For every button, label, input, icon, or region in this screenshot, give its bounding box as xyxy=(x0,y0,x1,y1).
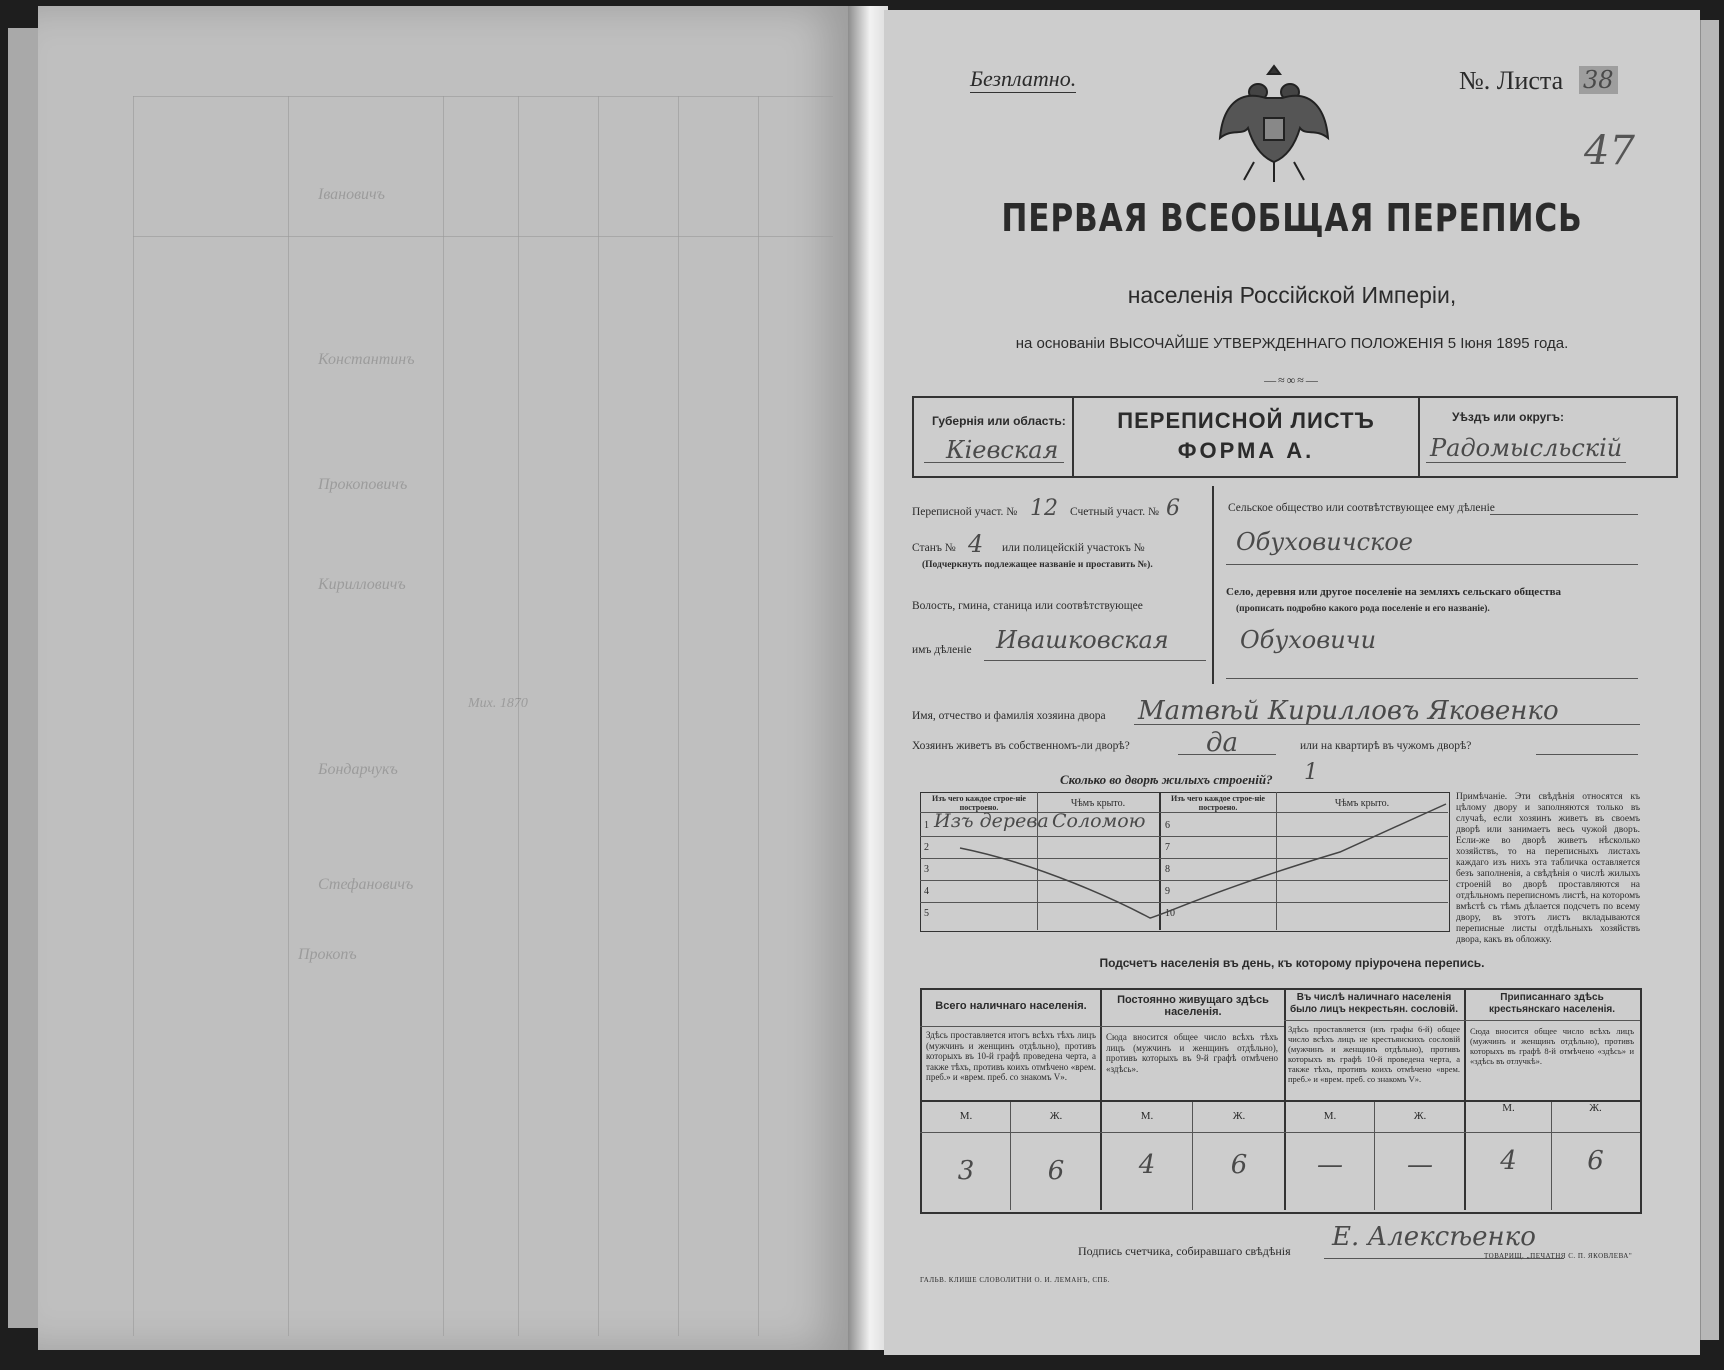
row-divider xyxy=(920,1026,1100,1027)
pop-col3-header: Въ числѣ наличнаго населенія было лицъ некрестьян. сословій. xyxy=(1289,992,1458,1015)
pop-col4-m-label: М. xyxy=(1502,1102,1515,1114)
pop-col4-m-value: 4 xyxy=(1500,1146,1517,1176)
building-1-material: Изъ дерева xyxy=(934,810,1049,832)
fill-line xyxy=(1490,514,1638,515)
fill-line xyxy=(1178,754,1276,755)
legal-basis: на основаніи ВЫСОЧАЙШЕ УТВЕРЖДЕННАГО ПОЛОЖЕНІЯ 5 Іюня 1895 года. xyxy=(1015,335,1569,352)
row-number: 9 xyxy=(1165,886,1170,897)
fill-line xyxy=(1536,754,1638,755)
strike-through-mark xyxy=(920,792,1448,930)
sheet-number-label: №. Листа xyxy=(1459,66,1564,95)
ghost-rule xyxy=(133,236,833,237)
village-label: Село, деревня или другое поселеніе на земляхъ сельскаго общества xyxy=(1226,586,1562,598)
police-note: (Подчеркнуть подлежащее названіе и проставить №). xyxy=(922,560,1153,570)
pop-col1-m-label: М. xyxy=(959,1110,973,1122)
fill-line xyxy=(1226,564,1638,565)
fill-line xyxy=(1134,724,1640,725)
buildings-value: 1 xyxy=(1304,760,1318,785)
buildings-col2-header: Чѣмъ крыто. xyxy=(1070,798,1126,809)
faint-entry: Прокоповичъ xyxy=(318,476,408,493)
pop-col3-m-label: М. xyxy=(1323,1110,1337,1122)
row-number: 2 xyxy=(924,842,929,853)
faint-entry: Стефановичъ xyxy=(318,876,414,893)
count-area-value: 6 xyxy=(1166,496,1180,521)
row-divider xyxy=(1464,1020,1640,1021)
form-title: ПЕРЕПИСНОЙ ЛИСТЪ xyxy=(1117,408,1375,433)
ghost-rule xyxy=(133,96,833,97)
owner-name-label: Имя, отчество и фамилія хозяина двора xyxy=(912,710,1106,722)
pop-col1-header: Всего наличнаго населенія. xyxy=(935,1000,1087,1012)
imperial-eagle-emblem xyxy=(1214,58,1334,188)
faint-entry: Прокопъ xyxy=(298,946,357,963)
fill-line xyxy=(1426,462,1626,463)
row-number: 7 xyxy=(1165,842,1170,853)
pop-col4-desc: Сюда вносится общее число всѣхъ лицъ (мужчинъ и женщинъ отдѣльно), противъ которыхъ въ графѣ 8-й отмѣчено «здѣсь» и «здѣсь въ отлучкѣ». xyxy=(1470,1026,1634,1066)
form-letter: ФОРМА А. xyxy=(1177,438,1315,463)
col-divider xyxy=(1010,1100,1011,1210)
ghost-rule xyxy=(288,96,289,1336)
pop-col2-desc: Сюда вносится общее число всѣхъ тѣхъ лицъ (мужчинъ и женщинъ отдѣльно), противъ которыхъ въ 9-й графѣ отмѣчено «здѣсь». xyxy=(1106,1032,1278,1074)
society-value: Обуховичское xyxy=(1236,528,1414,556)
divider xyxy=(1418,398,1420,476)
corner-page-number: 47 xyxy=(1584,128,1635,174)
col-divider xyxy=(1464,988,1466,1210)
census-form-page xyxy=(884,10,1700,1355)
right-page-edges xyxy=(1700,20,1719,1340)
faint-entry: Кирилловичъ xyxy=(318,576,406,593)
row-divider xyxy=(1100,1026,1284,1027)
village-value: Обуховичи xyxy=(1240,626,1377,654)
pop-col4-f-value: 6 xyxy=(1587,1146,1604,1176)
row-number: 6 xyxy=(1165,820,1170,831)
ghost-rule xyxy=(443,96,444,1336)
left-page xyxy=(38,6,856,1350)
pop-col1-f-label: Ж. xyxy=(1049,1110,1063,1122)
book-gutter xyxy=(848,6,888,1350)
buildings-col1-header: Изъ чего каждое строе-ніе построено. xyxy=(932,794,1026,812)
pop-col4-f-label: Ж. xyxy=(1589,1102,1602,1114)
volost-value: Ивашковская xyxy=(996,626,1169,654)
village-note: (прописать подробно какого рода поселеніе и его названіе). xyxy=(1236,604,1490,614)
volost-label-2: имъ дѣленіе xyxy=(912,644,972,656)
ornament-divider: —≈∞≈— xyxy=(1264,373,1320,387)
owner-lives-label: Хозяинъ живетъ въ собственномъ-ли дворѣ? xyxy=(912,740,1130,752)
gubernia-label: Губернія или область: xyxy=(932,414,1066,428)
buildings-note: Примѣчаніе. Эти свѣдѣнія относятся къ цѣлому двору и заполняются только въ случаѣ, если хозяинъ живетъ въ своемъ дворѣ или занимаетъ весь чужой дворъ. Если-же во дворѣ живетъ нѣсколько хозяйствъ, то на переписныхъ листахъ каждаго изъ нихъ эта табличка оставляется безъ заполненія, а свѣдѣнія о числѣ жилыхъ строеній во дворѣ проставляются на отдѣльномъ переписномъ листѣ, на которомъ вмѣстѣ съ тѣмъ дѣлается подсчетъ по всему двору, въ этотъ листъ вкладываются переписные листы отдѣльныхъ хозяйствъ двора, какъ въ обложку. xyxy=(1456,792,1640,945)
fill-line xyxy=(1226,678,1638,679)
col-divider xyxy=(1551,1100,1552,1210)
row-number: 4 xyxy=(924,886,929,897)
ghost-rule xyxy=(518,96,519,1336)
row-divider xyxy=(920,1132,1640,1133)
census-area-label: Переписной участ. № xyxy=(912,506,1018,518)
printer-credit-left: ГАЛЬВ. КЛИШЕ СЛОВОЛИТНИ О. И. ЛЕМАНЪ, СПБ. xyxy=(920,1276,1110,1284)
row-number: 8 xyxy=(1165,864,1170,875)
pop-col3-m-value: — xyxy=(1317,1150,1343,1180)
pop-col2-f-value: 6 xyxy=(1230,1150,1248,1180)
ghost-rule xyxy=(678,96,679,1336)
ghost-rule xyxy=(758,96,759,1336)
pop-col1-f-value: 6 xyxy=(1047,1156,1065,1186)
row-number: 5 xyxy=(924,908,929,919)
population-title: Подсчетъ населенія въ день, къ которому пріурочена перепись. xyxy=(1099,956,1485,970)
buildings-label: Сколько во дворѣ жилыхъ строеній? xyxy=(1060,772,1273,787)
pop-col3-f-label: Ж. xyxy=(1413,1110,1427,1122)
building-1-roof: Соломою xyxy=(1052,810,1146,832)
uezd-value: Радомысльскій xyxy=(1430,434,1623,462)
buildings-col3-header: Изъ чего каждое строе-ніе построено. xyxy=(1171,794,1265,812)
row-number: 3 xyxy=(924,864,929,875)
uezd-label: Уѣздъ или округъ: xyxy=(1452,410,1565,424)
signature-value: Е. Алексѣенко xyxy=(1332,1222,1536,1252)
police-label: или полицейскій участокъ № xyxy=(1002,542,1145,554)
pop-col2-header: Постоянно живущаго здѣсь населенія. xyxy=(1117,994,1269,1018)
pop-col4-header: Приписаннаго здѣсь крестьянскаго населенія. xyxy=(1488,992,1615,1015)
row-divider xyxy=(1284,1020,1464,1021)
row-number: 10 xyxy=(1165,908,1175,919)
free-label: Безплатно. xyxy=(970,66,1077,91)
owner-name-value: Матвѣй Кирилловъ Яковенко xyxy=(1138,696,1559,726)
pop-col3-desc: Здѣсь проставляется (изъ графы 6-й) общее число всѣхъ лицъ не крестьянскихъ сословій (мужчинъ и женщинъ отдѣльно), противъ которыхъ въ графѣ 10-й проведена черта, а также тѣхъ, противъ коихъ отмѣчено «врем. преб.» и «врем. преб. со знакомъ V». xyxy=(1288,1024,1460,1084)
row-number: 1 xyxy=(924,820,929,831)
pop-col1-m-value: 3 xyxy=(957,1156,975,1186)
stan-label: Станъ № xyxy=(912,542,956,554)
owner-rent-label: или на квартирѣ въ чужомъ дворѣ? xyxy=(1300,740,1472,752)
faint-entry: Бондарчукъ xyxy=(318,761,398,778)
volost-label: Волость, гмина, станица или соотвѣтствующее xyxy=(912,600,1143,612)
society-label: Сельское общество или соотвѣтствующее ему дѣленіе xyxy=(1228,502,1495,514)
faint-entry: Мих. 1870 xyxy=(468,696,528,711)
signature-label: Подпись счетчика, собиравшаго свѣдѣнія xyxy=(1078,1244,1291,1258)
census-title: ПЕРВАЯ ВСЕОБЩАЯ ПЕРЕПИСЬ xyxy=(1001,196,1583,240)
ghost-rule xyxy=(133,96,134,1336)
sheet-number-value: 38 xyxy=(1579,66,1618,94)
faint-entry: Константинъ xyxy=(318,351,415,368)
ghost-rule xyxy=(598,96,599,1336)
owner-lives-value: да xyxy=(1206,728,1238,758)
col-divider xyxy=(1374,1100,1375,1210)
divider xyxy=(1212,486,1214,684)
faint-entry: Івановичъ xyxy=(318,186,385,203)
census-area-value: 12 xyxy=(1030,496,1058,521)
fill-line xyxy=(924,462,1064,463)
pop-col1-desc: Здѣсь проставляется итогъ всѣхъ тѣхъ лицъ (мужчинъ и женщинъ отдѣльно), противъ которыхъ въ 10-й графѣ проведена черта, а также тѣхъ, противъ коихъ отмѣчено «врем. преб.» и «врем. преб. со знакомъ V». xyxy=(926,1030,1096,1082)
fill-line xyxy=(984,660,1206,661)
pop-col2-m-value: 4 xyxy=(1138,1150,1156,1180)
stan-value: 4 xyxy=(968,530,984,558)
pop-col2-f-label: Ж. xyxy=(1232,1110,1246,1122)
pop-col3-f-value: — xyxy=(1407,1150,1433,1180)
gubernia-value: Кіевская xyxy=(946,436,1059,464)
pop-col2-m-label: М. xyxy=(1140,1110,1154,1122)
count-area-label: Счетный участ. № xyxy=(1070,506,1159,518)
printer-credit-right: ТОВАРИЩ. „ПЕЧАТНЯ С. П. ЯКОВЛЕВА" xyxy=(1484,1252,1633,1260)
census-subtitle: населенія Россійской Имперіи, xyxy=(1127,282,1457,308)
col-divider xyxy=(1192,1100,1193,1210)
buildings-col4-header: Чѣмъ крыто. xyxy=(1334,798,1390,809)
